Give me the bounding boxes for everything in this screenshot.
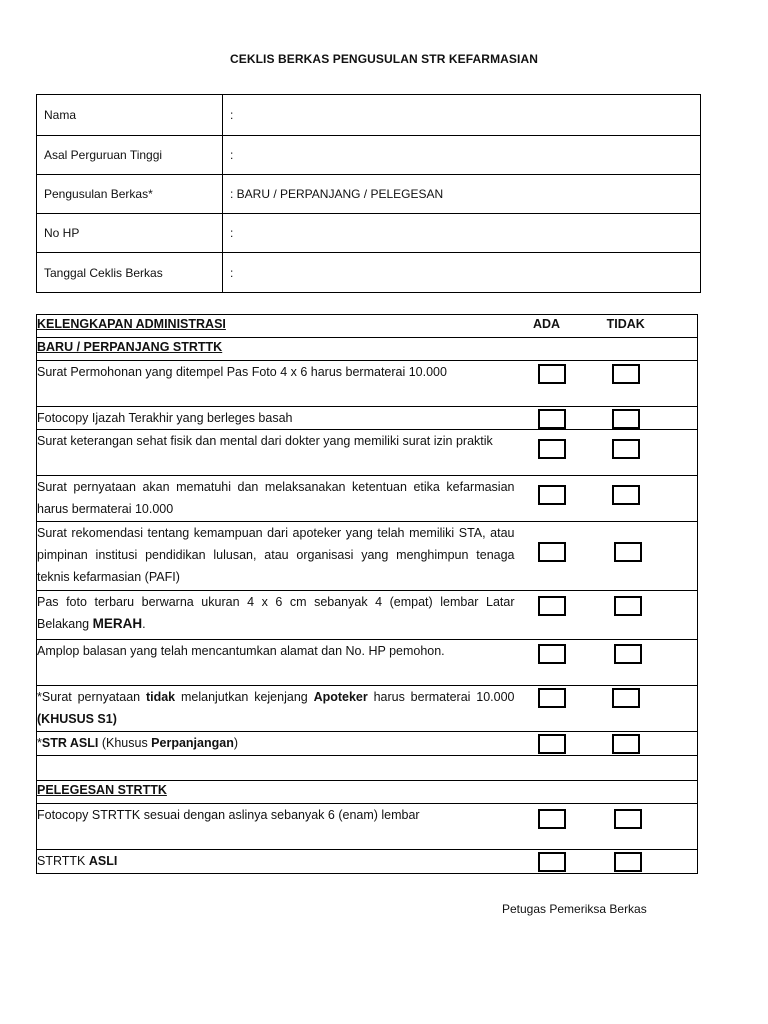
tidak-checkbox[interactable] — [612, 409, 640, 429]
item-text: Amplop balasan yang telah mencantumkan alamat dan No. HP pemohon. — [37, 640, 515, 686]
info-label: Pengusulan Berkas* — [37, 175, 223, 214]
checklist-row — [37, 407, 698, 430]
checklist-row — [37, 430, 698, 476]
section-title-underlined: BARU / PERPANJANG — [37, 340, 170, 354]
ada-checkbox[interactable] — [538, 809, 566, 829]
info-value-field[interactable]: : — [223, 95, 701, 136]
item-text: Surat rekomendasi tentang kemampuan dari apoteker yang telah memiliki STA, atau pimpinan institusi pendidikan lulusan, atau organisasi yang menghimpun tenaga teknis kefarmasian (PAFI) — [37, 522, 515, 591]
signature-label: Petugas Pemeriksa Berkas — [502, 902, 647, 916]
tidak-checkbox[interactable] — [612, 364, 640, 384]
checklist-header — [37, 315, 698, 338]
checklist-row — [37, 522, 698, 591]
item-text: Pas foto terbaru berwarna ukuran 4 x 6 cm sebanyak 4 (empat) lembar Latar Belakang MERAH. — [37, 591, 515, 640]
ada-checkbox[interactable] — [538, 596, 566, 616]
checklist-table — [36, 314, 698, 874]
checklist-row — [37, 591, 698, 640]
ada-checkbox[interactable] — [538, 542, 566, 562]
checklist-row — [37, 686, 698, 732]
ada-checkbox[interactable] — [538, 409, 566, 429]
column-ada: ADA — [515, 315, 589, 338]
info-label: Asal Perguruan Tinggi — [37, 136, 223, 175]
info-row-tanggal — [37, 253, 701, 293]
info-label: Nama — [37, 95, 223, 136]
info-row-nama — [37, 95, 701, 136]
item-text: STRTTK ASLI — [37, 850, 515, 874]
checklist-row — [37, 732, 698, 756]
tidak-checkbox[interactable] — [614, 852, 642, 872]
item-text: Fotocopy STRTTK sesuai dengan aslinya sebanyak 6 (enam) lembar — [37, 804, 515, 850]
tidak-checkbox[interactable] — [612, 734, 640, 754]
info-row-asal-perguruan — [37, 136, 701, 175]
tidak-checkbox[interactable] — [614, 596, 642, 616]
tidak-checkbox[interactable] — [612, 439, 640, 459]
checklist-row — [37, 361, 698, 407]
section-title: PELEGESAN STRTTK — [37, 781, 698, 804]
info-value-field[interactable]: : — [223, 214, 701, 253]
info-value-field[interactable]: : BARU / PERPANJANG / PELEGESAN — [223, 175, 701, 214]
item-text: Fotocopy Ijazah Terakhir yang berleges basah — [37, 407, 515, 430]
checklist-row — [37, 804, 698, 850]
ada-checkbox[interactable] — [538, 439, 566, 459]
column-tidak: TIDAK — [589, 315, 698, 338]
tidak-checkbox[interactable] — [612, 485, 640, 505]
info-row-no-hp — [37, 214, 701, 253]
item-text: *STR ASLI (Khusus Perpanjangan) — [37, 732, 515, 756]
tidak-checkbox[interactable] — [612, 688, 640, 708]
checklist-row — [37, 850, 698, 874]
ada-checkbox[interactable] — [538, 852, 566, 872]
ada-checkbox[interactable] — [538, 485, 566, 505]
ada-checkbox[interactable] — [538, 688, 566, 708]
emphasis-merah: MERAH — [92, 616, 143, 631]
info-value-field[interactable]: : — [223, 136, 701, 175]
checklist-row — [37, 640, 698, 686]
info-value-field[interactable]: : — [223, 253, 701, 293]
ada-checkbox[interactable] — [538, 644, 566, 664]
ada-checkbox[interactable] — [538, 364, 566, 384]
info-label: No HP — [37, 214, 223, 253]
section-pelegesan — [37, 781, 698, 804]
page-title: CEKLIS BERKAS PENGUSULAN STR KEFARMASIAN — [229, 52, 539, 66]
tidak-checkbox[interactable] — [614, 644, 642, 664]
info-label: Tanggal Ceklis Berkas — [37, 253, 223, 293]
item-text: *Surat pernyataan tidak melanjutkan kejenjang Apoteker harus bermaterai 10.000 (KHUSUS S1) — [37, 686, 515, 732]
tidak-checkbox[interactable] — [614, 542, 642, 562]
applicant-info-table — [36, 94, 701, 293]
spacer-row — [37, 756, 698, 781]
ada-checkbox[interactable] — [538, 734, 566, 754]
checklist-title: KELENGKAPAN ADMINISTRASI — [37, 317, 226, 331]
section-baru-perpanjang — [37, 338, 698, 361]
item-text: Surat keterangan sehat fisik dan mental dari dokter yang memiliki surat izin praktik — [37, 430, 515, 476]
checklist-row — [37, 476, 698, 522]
section-title-rest: STRTTK — [169, 340, 223, 354]
info-row-pengusulan — [37, 175, 701, 214]
item-text: Surat Permohonan yang ditempel Pas Foto 4 x 6 harus bermaterai 10.000 — [37, 361, 515, 407]
item-text: Surat pernyataan akan mematuhi dan melaksanakan ketentuan etika kefarmasian harus bermaterai 10.000 — [37, 476, 515, 522]
tidak-checkbox[interactable] — [614, 809, 642, 829]
